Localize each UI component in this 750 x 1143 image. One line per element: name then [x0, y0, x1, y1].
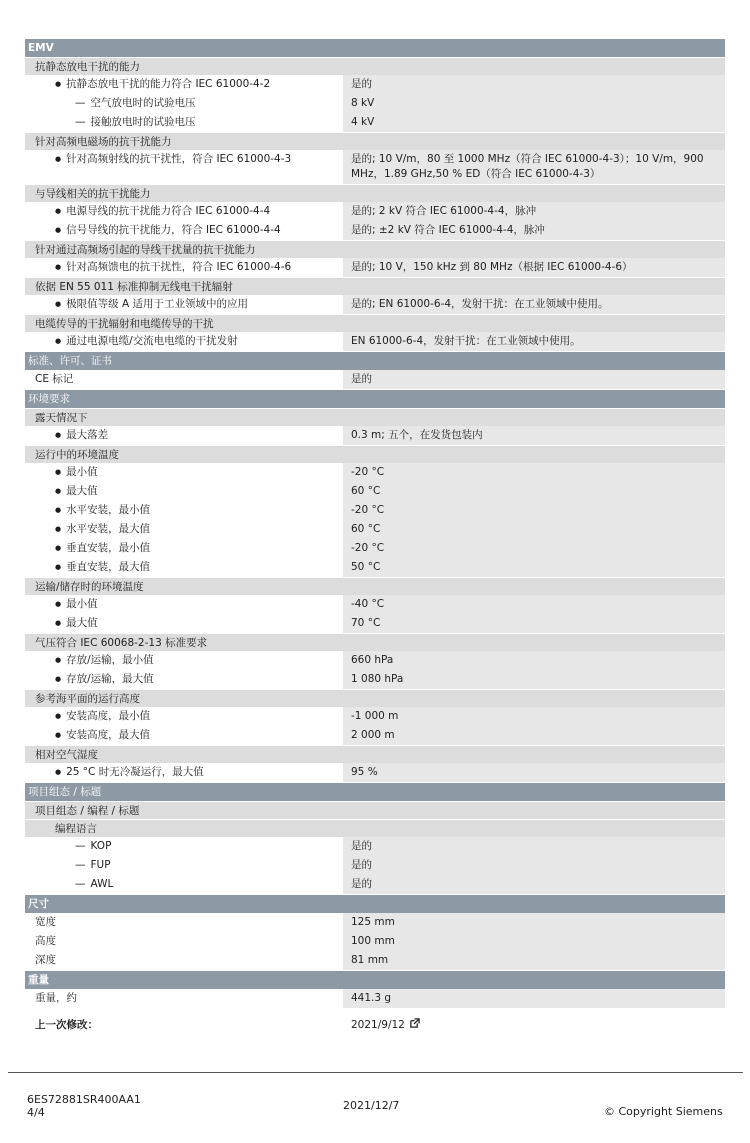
spec-row — [25, 595, 725, 614]
spec-value: 是的 — [343, 875, 725, 894]
group-header: 编程语言 — [25, 819, 725, 837]
spec-label-text: ● 最大值 — [55, 617, 98, 629]
last-modified-value: 2021/9/12 — [351, 1019, 405, 1031]
spec-value: 81 mm — [343, 951, 725, 970]
spec-row — [25, 651, 725, 670]
spec-row — [25, 837, 725, 856]
spec-row — [25, 614, 725, 633]
spec-label — [25, 482, 343, 501]
spec-value: 是的; EN 61000-6-4，发射干扰：在工业领域中使用。 — [343, 295, 725, 314]
spec-label — [25, 614, 343, 633]
spec-row — [25, 558, 725, 577]
group-header: 运输/储存时的环境温度 — [25, 577, 725, 595]
spec-row — [25, 520, 725, 539]
spec-row — [25, 258, 725, 277]
spec-label — [25, 726, 343, 745]
page-number: 4/4 — [27, 1106, 45, 1119]
spec-value: 是的 — [343, 370, 725, 389]
spec-label — [25, 332, 343, 351]
section-header: EMV — [25, 38, 725, 57]
spec-label-text: CE 标记 — [35, 373, 74, 385]
spec-label — [25, 370, 343, 389]
spec-row — [25, 370, 725, 389]
spec-label-text: — 接触放电时的试验电压 — [75, 116, 196, 128]
spec-label-text: ● 存放/运输，最大值 — [55, 673, 154, 685]
group-header: 电缆传导的干扰辐射和电缆传导的干扰 — [25, 314, 725, 332]
spec-label — [25, 932, 343, 951]
spec-value: 95 % — [343, 763, 725, 782]
spec-label-text: ● 垂直安装，最小值 — [55, 542, 150, 554]
spec-label-text: ● 垂直安装，最大值 — [55, 561, 150, 573]
spec-label — [25, 913, 343, 932]
spec-label-text: 重量，约 — [35, 992, 77, 1004]
group-header: 抗静态放电干扰的能力 — [25, 57, 725, 75]
section-header: 重量 — [25, 970, 725, 989]
spec-value: 0.3 m; 五个，在发货包装内 — [343, 426, 725, 445]
spec-value: 125 mm — [343, 913, 725, 932]
last-modified-value-cell — [343, 1016, 725, 1036]
spec-value: 8 kV — [343, 94, 725, 113]
spec-label-text: ● 信号导线的抗干扰能力，符合 IEC 61000-4-4 — [55, 224, 281, 236]
spec-value: 441.3 g — [343, 989, 725, 1008]
spec-label-text: ● 针对高频馈电的抗干扰性，符合 IEC 61000-4-6 — [55, 261, 291, 273]
order-number: 6ES72881SR400AA1 — [27, 1093, 141, 1106]
spec-row — [25, 150, 725, 184]
spec-label-text: ● 最大落差 — [55, 429, 108, 441]
spec-row — [25, 501, 725, 520]
spec-label-text: ● 针对高频射线的抗干扰性，符合 IEC 61000-4-3 — [55, 153, 291, 165]
section-header: 环境要求 — [25, 389, 725, 408]
spec-label — [25, 763, 343, 782]
spec-label-text: ● 水平安装，最小值 — [55, 504, 150, 516]
external-link-icon[interactable] — [409, 1018, 420, 1029]
spec-row — [25, 75, 725, 94]
spec-label-text: ● 安装高度，最大值 — [55, 729, 150, 741]
spec-label — [25, 202, 343, 221]
spec-label — [25, 501, 343, 520]
group-header: 与导线相关的抗干扰能力 — [25, 184, 725, 202]
spec-label-text: ● 存放/运输，最小值 — [55, 654, 154, 666]
spec-value: 是的; 10 V，150 kHz 到 80 MHz（根据 IEC 61000-4-6） — [343, 258, 725, 277]
spec-row — [25, 763, 725, 782]
spec-label — [25, 94, 343, 113]
spec-label — [25, 558, 343, 577]
spec-value: 660 hPa — [343, 651, 725, 670]
spec-label-text: ● 25 °C 时无冷凝运行，最大值 — [55, 766, 204, 778]
footer-document-info — [27, 1093, 141, 1119]
spec-row — [25, 94, 725, 113]
spec-label-text: — 空气放电时的试验电压 — [75, 97, 196, 109]
spec-value: 是的; ±2 kV 符合 IEC 61000-4-4，脉冲 — [343, 221, 725, 240]
spec-row — [25, 482, 725, 501]
spec-label — [25, 221, 343, 240]
spec-label-text: ● 最大值 — [55, 485, 98, 497]
copyright: © Copyright Siemens — [604, 1105, 723, 1118]
spec-label — [25, 75, 343, 94]
spec-row — [25, 295, 725, 314]
spec-label — [25, 837, 343, 856]
spec-row — [25, 463, 725, 482]
spec-value: 是的 — [343, 837, 725, 856]
spec-value: 2 000 m — [343, 726, 725, 745]
spec-label-text: 高度 — [35, 935, 56, 947]
group-header: 露天情况下 — [25, 408, 725, 426]
group-header: 依据 EN 55 011 标准抑制无线电干扰辐射 — [25, 277, 725, 295]
spec-label-text: 宽度 — [35, 916, 56, 928]
spec-label-text: ● 安装高度，最小值 — [55, 710, 150, 722]
spec-row — [25, 670, 725, 689]
spec-label — [25, 856, 343, 875]
group-header: 针对通过高频场引起的导线干扰量的抗干扰能力 — [25, 240, 725, 258]
spec-label — [25, 875, 343, 894]
spec-label-text: ● 最小值 — [55, 466, 98, 478]
spec-row — [25, 989, 725, 1008]
spec-label — [25, 951, 343, 970]
spec-label-text: — KOP — [75, 840, 111, 852]
spec-row — [25, 202, 725, 221]
spec-value: 60 °C — [343, 520, 725, 539]
footer-divider — [8, 1072, 743, 1073]
spec-label — [25, 426, 343, 445]
spec-row — [25, 932, 725, 951]
spec-label-text: ● 最小值 — [55, 598, 98, 610]
spec-label-text: — FUP — [75, 859, 111, 871]
group-header: 针对高频电磁场的抗干扰能力 — [25, 132, 725, 150]
section-header: 标准、许可、证书 — [25, 351, 725, 370]
spec-label-text: ● 电源导线的抗干扰能力符合 IEC 61000-4-4 — [55, 205, 270, 217]
spec-label — [25, 989, 343, 1008]
spec-value: 是的 — [343, 856, 725, 875]
spec-row — [25, 913, 725, 932]
spec-row — [25, 726, 725, 745]
spec-row — [25, 539, 725, 558]
group-header: 参考海平面的运行高度 — [25, 689, 725, 707]
spec-label — [25, 295, 343, 314]
spec-value: 是的 — [343, 75, 725, 94]
spec-value: 1 080 hPa — [343, 670, 725, 689]
spec-label — [25, 651, 343, 670]
spec-label — [25, 595, 343, 614]
print-date: 2021/12/7 — [343, 1099, 400, 1112]
spec-value: 是的; 2 kV 符合 IEC 61000-4-4，脉冲 — [343, 202, 725, 221]
spec-label-text: ● 通过电源电缆/交流电电缆的干扰发射 — [55, 335, 238, 347]
spec-table — [25, 38, 725, 1036]
spec-row — [25, 856, 725, 875]
section-header: 项目组态 / 标题 — [25, 782, 725, 801]
group-header: 气压符合 IEC 60068-2-13 标准要求 — [25, 633, 725, 651]
spec-row — [25, 426, 725, 445]
spec-value: EN 61000-6-4，发射干扰：在工业领域中使用。 — [343, 332, 725, 351]
spec-row — [25, 113, 725, 132]
spec-row — [25, 221, 725, 240]
spec-label — [25, 258, 343, 277]
spec-value: 50 °C — [343, 558, 725, 577]
spec-label — [25, 113, 343, 132]
spec-label-text: ● 极限值等级 A 适用于工业领域中的应用 — [55, 298, 248, 310]
spec-label-text: 深度 — [35, 954, 56, 966]
last-modified-row — [25, 1016, 725, 1036]
spec-row — [25, 707, 725, 726]
last-modified-label: 上一次修改： — [35, 1019, 98, 1031]
spec-row — [25, 951, 725, 970]
section-header: 尺寸 — [25, 894, 725, 913]
group-header: 相对空气湿度 — [25, 745, 725, 763]
spec-value: 是的; 10 V/m，80 至 1000 MHz（符合 IEC 61000-4-3）；10 V/m，900 MHz，1.89 GHz,50 % ED（符合 IEC 61000-4-3） — [343, 150, 725, 184]
spec-label — [25, 707, 343, 726]
spec-value: 70 °C — [343, 614, 725, 633]
spec-value: -1 000 m — [343, 707, 725, 726]
spec-label-text: ● 水平安装，最大值 — [55, 523, 150, 535]
spec-label — [25, 520, 343, 539]
spec-value: -40 °C — [343, 595, 725, 614]
spec-value: 60 °C — [343, 482, 725, 501]
spec-value: -20 °C — [343, 463, 725, 482]
spec-label-text: — AWL — [75, 878, 113, 890]
spec-row — [25, 332, 725, 351]
group-header: 运行中的环境温度 — [25, 445, 725, 463]
spec-label — [25, 539, 343, 558]
spec-value: -20 °C — [343, 539, 725, 558]
spec-value: -20 °C — [343, 501, 725, 520]
spec-value: 100 mm — [343, 932, 725, 951]
group-header: 项目组态 / 编程 / 标题 — [25, 801, 725, 819]
spec-value: 4 kV — [343, 113, 725, 132]
spec-label-text: ● 抗静态放电干扰的能力符合 IEC 61000-4-2 — [55, 78, 270, 90]
spec-label — [25, 150, 343, 184]
spec-label — [25, 463, 343, 482]
spec-label — [25, 670, 343, 689]
spec-row — [25, 875, 725, 894]
